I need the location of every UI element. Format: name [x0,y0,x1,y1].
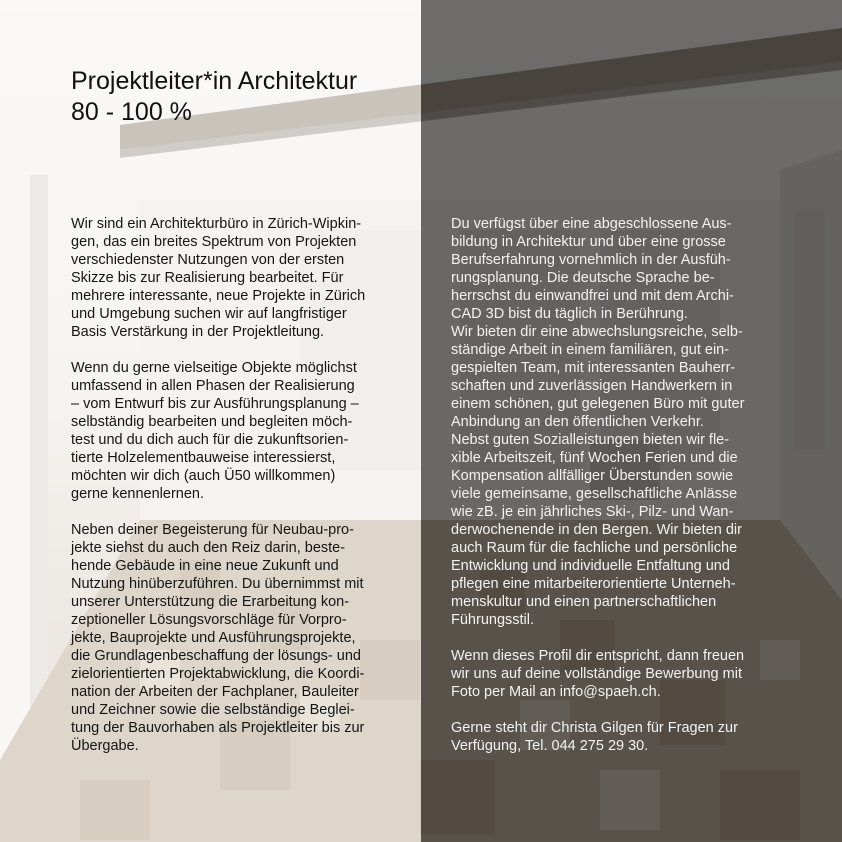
left-text-column [71,215,401,755]
job-title [71,66,357,128]
intro-paragraph: Wir sind ein Architekturbüro in Zürich-Wipkin- gen, das ein breites Spektrum von Projekten verschiedenster Nutzungen von der ersten Skizze bis zur Realisierung bearbeitet. Für mehrere interessante, neue Projekte in Zürich und Umgebung suchen wir auf langfristiger Basis Verstärkung in der Projektleitung. [71,216,366,340]
right-text-column [451,215,781,755]
contact-paragraph: Gerne steht dir Christa Gilgen für Fragen zur Verfügung, Tel. 044 275 29 30. [451,720,738,754]
tasks-paragraph: Neben deiner Begeisterung für Neubau-pro- jekte siehst du auch den Reiz darin, beste- hende Gebäude in eine neue Zukunft und Nutzung hinüberzuführen. Du übernimmst mit unserer Unterstützung die Erarbeitung kon- zeptioneller Lösungsvorschläge für Vorpro- jekte, Bauprojekte und Ausführungsprojekte, die Grundlagenbeschaffung der lösungs- und zielorientierten Projektabwicklung, die Koordi- nation der Arbeiten der Fachplaner, Bauleiter und Zeichner sowie die selbständige Beglei- tung der Bauvorhaben als Projektleiter bis zur Übergabe. [71,522,365,754]
offer-paragraph: Du verfügst über eine abgeschlossene Aus- bildung in Architektur und über eine grosse Berufserfahrung vornehmlich in der Ausfüh- rungsplanung. Die deutsche Sprache be- herrschst du einwandfrei und mit dem Archi- CAD 3D bist du täglich in Berührung. Wir bieten dir eine abwechslungsreiche, selb- ständige Arbeit in einem familiären, gut ein- gespielten Team, mit interessanten Bauherr- schaften und zuverlässigen Handwerkern in einem schönen, gut gelegenen Büro mit guter Anbindung an den öffentlichen Verkehr. Nebst guten Sozialleistungen bieten wir fle- xible Arbeitszeit, fünf Wochen Ferien und die Kompensation allfälliger Überstunden sowie viele gemeinsame, gesellschaftliche Anlässe wie zB. je ein jährliches Ski-, Pilz- und Wan- derwochenende in den Bergen. Wir bieten dir auch Raum für die fachliche und persönliche Entwicklung und individuelle Entfaltung und pflegen eine mitarbeiterorientierte Unterneh- menskultur und einen partnerschaftlichen Führungsstil. [451,216,745,628]
job-percentage: 80 - 100 % [71,98,192,126]
application-paragraph: Wenn dieses Profil dir entspricht, dann freuen wir uns auf deine vollständige Bewerbung mit Foto per Mail an info@spaeh.ch. [451,648,745,700]
job-title-line: Projektleiter*in Architektur [71,67,358,95]
candidate-paragraph: Wenn du gerne vielseitige Objekte möglichst umfassend in allen Phasen der Realisierung – vom Entwurf bis zur Ausführungsplanung – selbständig bearbeiten und begleiten möch- test und du dich auch für die zukunftsorien- tierte Holzelementbauweise interessierst, möchten wir dich (auch Ü50 willkommen) gerne kennenlernen. [71,360,359,502]
